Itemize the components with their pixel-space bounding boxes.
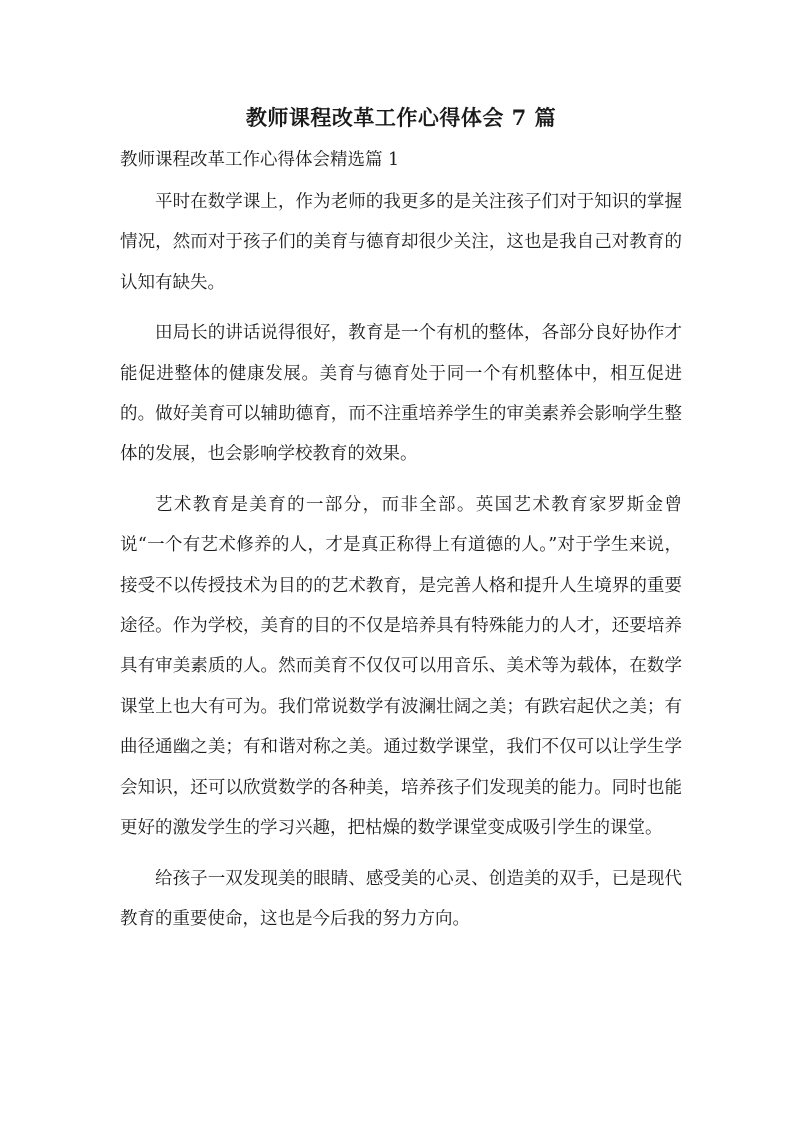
document-page bbox=[120, 100, 682, 949]
paragraph-4: 给孩子一双发现美的眼睛、感受美的心灵、创造美的双手，已是现代教育的重要使命，这也是今后我的努力方向。 bbox=[120, 868, 682, 929]
paragraph-2: 田局长的讲话说得很好，教育是一个有机的整体，各部分良好协作才能促进整体的健康发展。美育与德育处于同一个有机整体中，相互促进的。做好美育可以辅助德育，而不注重培养学生的审美素养会影响学生整体的发展，也会影响学校教育的效果。 bbox=[120, 323, 682, 465]
document-subtitle: 教师课程改革工作心得体会精选篇 1 bbox=[120, 150, 400, 170]
paragraph-1: 平时在数学课上，作为老师的我更多的是关注孩子们对于知识的掌握情况，然而对于孩子们的美育与德育却很少关注，这也是我自己对教育的认知有缺失。 bbox=[120, 192, 682, 293]
document-title: 教师课程改革工作心得体会 7 篇 bbox=[245, 105, 557, 130]
paragraph-3: 艺术教育是美育的一部分，而非全部。英国艺术教育家罗斯金曾说“一个有艺术修养的人，才是真正称得上有道德的人。”对于学生来说，接受不以传授技术为目的的艺术教育，是完善人格和提升人生境界的重要途径。作为学校，美育的目的不仅是培养具有特殊能力的人才，还要培养具有审美素质的人。然而美育不仅仅可以用音乐、美术等为载体，在数学课堂上也大有可为。我们常说数学有波澜壮阔之美；有跌宕起伏之美；有曲径通幽之美；有和谐对称之美。通过数学课堂，我们不仅可以让学生学会知识，还可以欣赏数学的各种美，培养孩子们发现美的能力。同时也能更好的激发学生的学习兴趣，把枯燥的数学课堂变成吸引学生的课堂。 bbox=[120, 494, 682, 839]
